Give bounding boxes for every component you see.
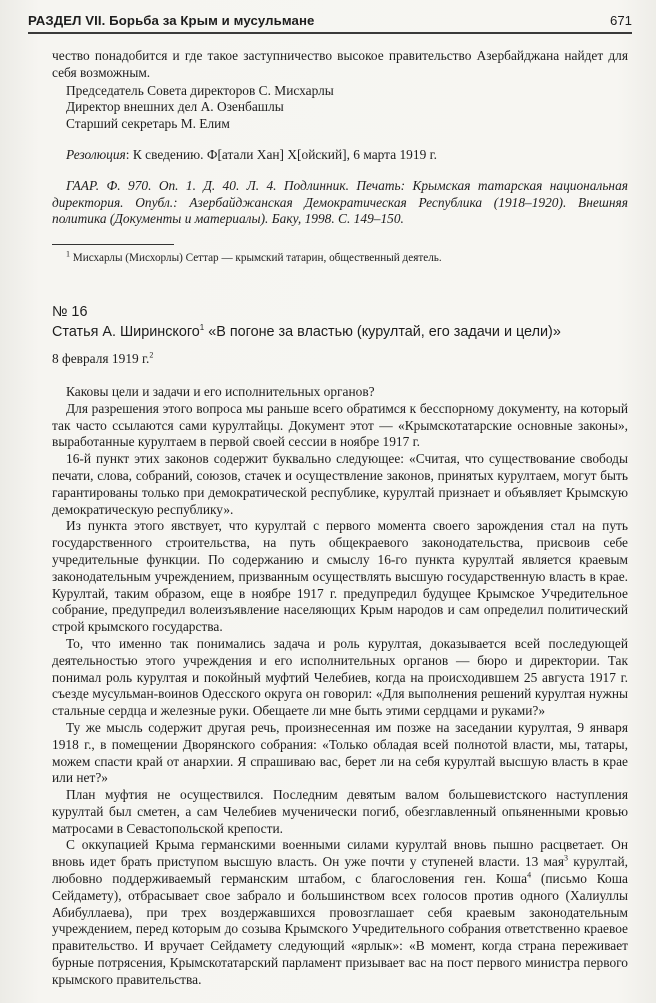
page-body <box>52 48 628 989</box>
paragraph-part: курултай, любовно поддерживаемый германским штабом, с благословения ген. Коша <box>52 854 628 887</box>
paragraph-part: С оккупацией Крыма германскими военными силами курултай вновь пышно расцветает. Он вновь идет брать приступом высшую власть. Он уже почти у ступеней власти. 13 мая <box>52 837 628 870</box>
document-number: № 16 <box>52 304 88 321</box>
date-footnote-mark: 2 <box>149 350 154 360</box>
footnote-divider <box>52 244 174 245</box>
paragraph-part: (письмо Коша Сейдамету), отбрасывает свое забрало и большинством всех голосов против одного (Халиуллы Абибуллаева), при трех воздержавшихся провозглашает себя краевым законодательным учреждением, перед которым до созыва Крымского Учредительного собрания ответственно краевое правительство. И вручает Сейдамету следующий «ярлык»: «В момент, когда страна переживает бурные потрясения, Крымскотатарский парламент призывает вас на пост первого министра первого крымского правительства. <box>52 871 628 987</box>
paragraph: Для разрешения этого вопроса мы раньше всего обратимся к бесспорному документу, на который так часто ссылаются сами курултайцы. Документ этот — «Крымскотатарские основные законы», выработанные курултаем в первой своей сессии в ноябре 1917 г. <box>52 400 628 450</box>
footnote-mark: 4 <box>527 870 532 880</box>
running-header <box>28 8 632 34</box>
title-footnote-mark: 1 <box>199 323 205 333</box>
paragraph: 16-й пункт этих законов содержит буквально следующее: «Считая, что существование свободы печати, слова, собраний, союзов, стачек и осуществление законов, принятых курултаем, могут быть гарантированы только при демократической республике, курултай признает и объявляет Крымскую демократическую республику». <box>52 451 628 517</box>
paragraph: План муфтия не осуществился. Последним девятым валом большевистского наступления курултай был сметен, а сам Челебиев мученически погиб, обезглавленный опьяненными кровью матросами в Севастопольской крепости. <box>52 787 628 836</box>
paragraph: То, что именно так понимались задача и роль курултая, доказывается всей последующей деятельностью этого учреждения и его исполнительных органов — бюро и директории. Так понимал роль курултая и покойный муфтий Челебиев, когда на происходившем 25 августа 1917 г. съезде мусульман-воинов Одесского округа он говорил: «Для выполнения решений курултая нужны стальные сердца и железные руки. Обещаете ли мне быть этими сердцами и руками?» <box>52 635 628 719</box>
paragraph: Из пункта этого явствует, что курултай с первого момента своего зарождения стал на путь государственного строительства, на путь общекраевого законодательства, присвоив себе учредительные функции. По содержанию и смыслу 16-го пункта курултай является краевым законодательным учреждением, призванным осуществлять высшую государственную власть в крае. Курултай, таким образом, еще в ноябре 1917 г. предупредил будущее Крымское Учредительное собрание, предупредил волеизъявление населяющих Крым народов и сам определил политический строй крымского государства. <box>52 518 628 635</box>
document-title <box>52 323 628 341</box>
footnote <box>52 251 628 265</box>
paragraph <box>52 837 628 988</box>
previous-document-tail: чество понадобится и где такое заступничество высокое правительство Азербайджана найдет для себя возможным. <box>52 48 628 80</box>
resolution <box>52 147 628 164</box>
signature-line: Председатель Совета директоров С. Мисхарлы <box>66 82 334 98</box>
signature-line: Старший секретарь М. Елим <box>66 116 230 132</box>
document-date <box>52 351 628 368</box>
archive-reference: ГААР. Ф. 970. Оп. 1. Д. 40. Л. 4. Подлинник. Печать: Крымская татарская национальная директория. Опубл.: Азербайджанская Демократическая Республика (1918–1920). Внешняя политика (Документы и материалы). Баку, 1998. С. 149–150. <box>52 177 628 227</box>
title-part: «В погоне за властью (курултай, его задачи и цели)» <box>204 324 561 341</box>
paragraph: Каковы цели и задачи и его исполнительных органов? <box>66 383 375 399</box>
signature-block <box>52 83 628 133</box>
article-text <box>52 384 628 989</box>
page-number: 671 <box>609 13 632 28</box>
title-part: Статья А. Ширинского <box>52 324 200 341</box>
resolution-label: Резолюция <box>66 146 126 162</box>
signature-line: Директор внешних дел А. Озенбашлы <box>66 99 284 115</box>
resolution-text: : К сведению. Ф[атали Хан] Х[ойский], 6 марта 1919 г. <box>125 146 437 162</box>
date-text: 8 февраля 1919 г. <box>52 351 150 367</box>
footnote-mark: 1 <box>66 249 70 259</box>
footnote-text: Мисхарлы (Мисхорлы) Сеттар — крымский татарин, общественный деятель. <box>70 252 442 265</box>
section-title: РАЗДЕЛ VII. Борьба за Крым и мусульмане <box>28 13 315 28</box>
paragraph: Ту же мысль содержит другая речь, произнесенная им позже на заседании курултая, 9 января 1918 г., в помещении Дворянского собрания: «Только обладая всей полнотой власти, мы, татары, можем спасти край от анархии. Я спрашиваю вас, берет ли на себя курултай высшую власть в крае или нет?» <box>52 719 628 786</box>
footnote-mark: 3 <box>563 853 568 863</box>
